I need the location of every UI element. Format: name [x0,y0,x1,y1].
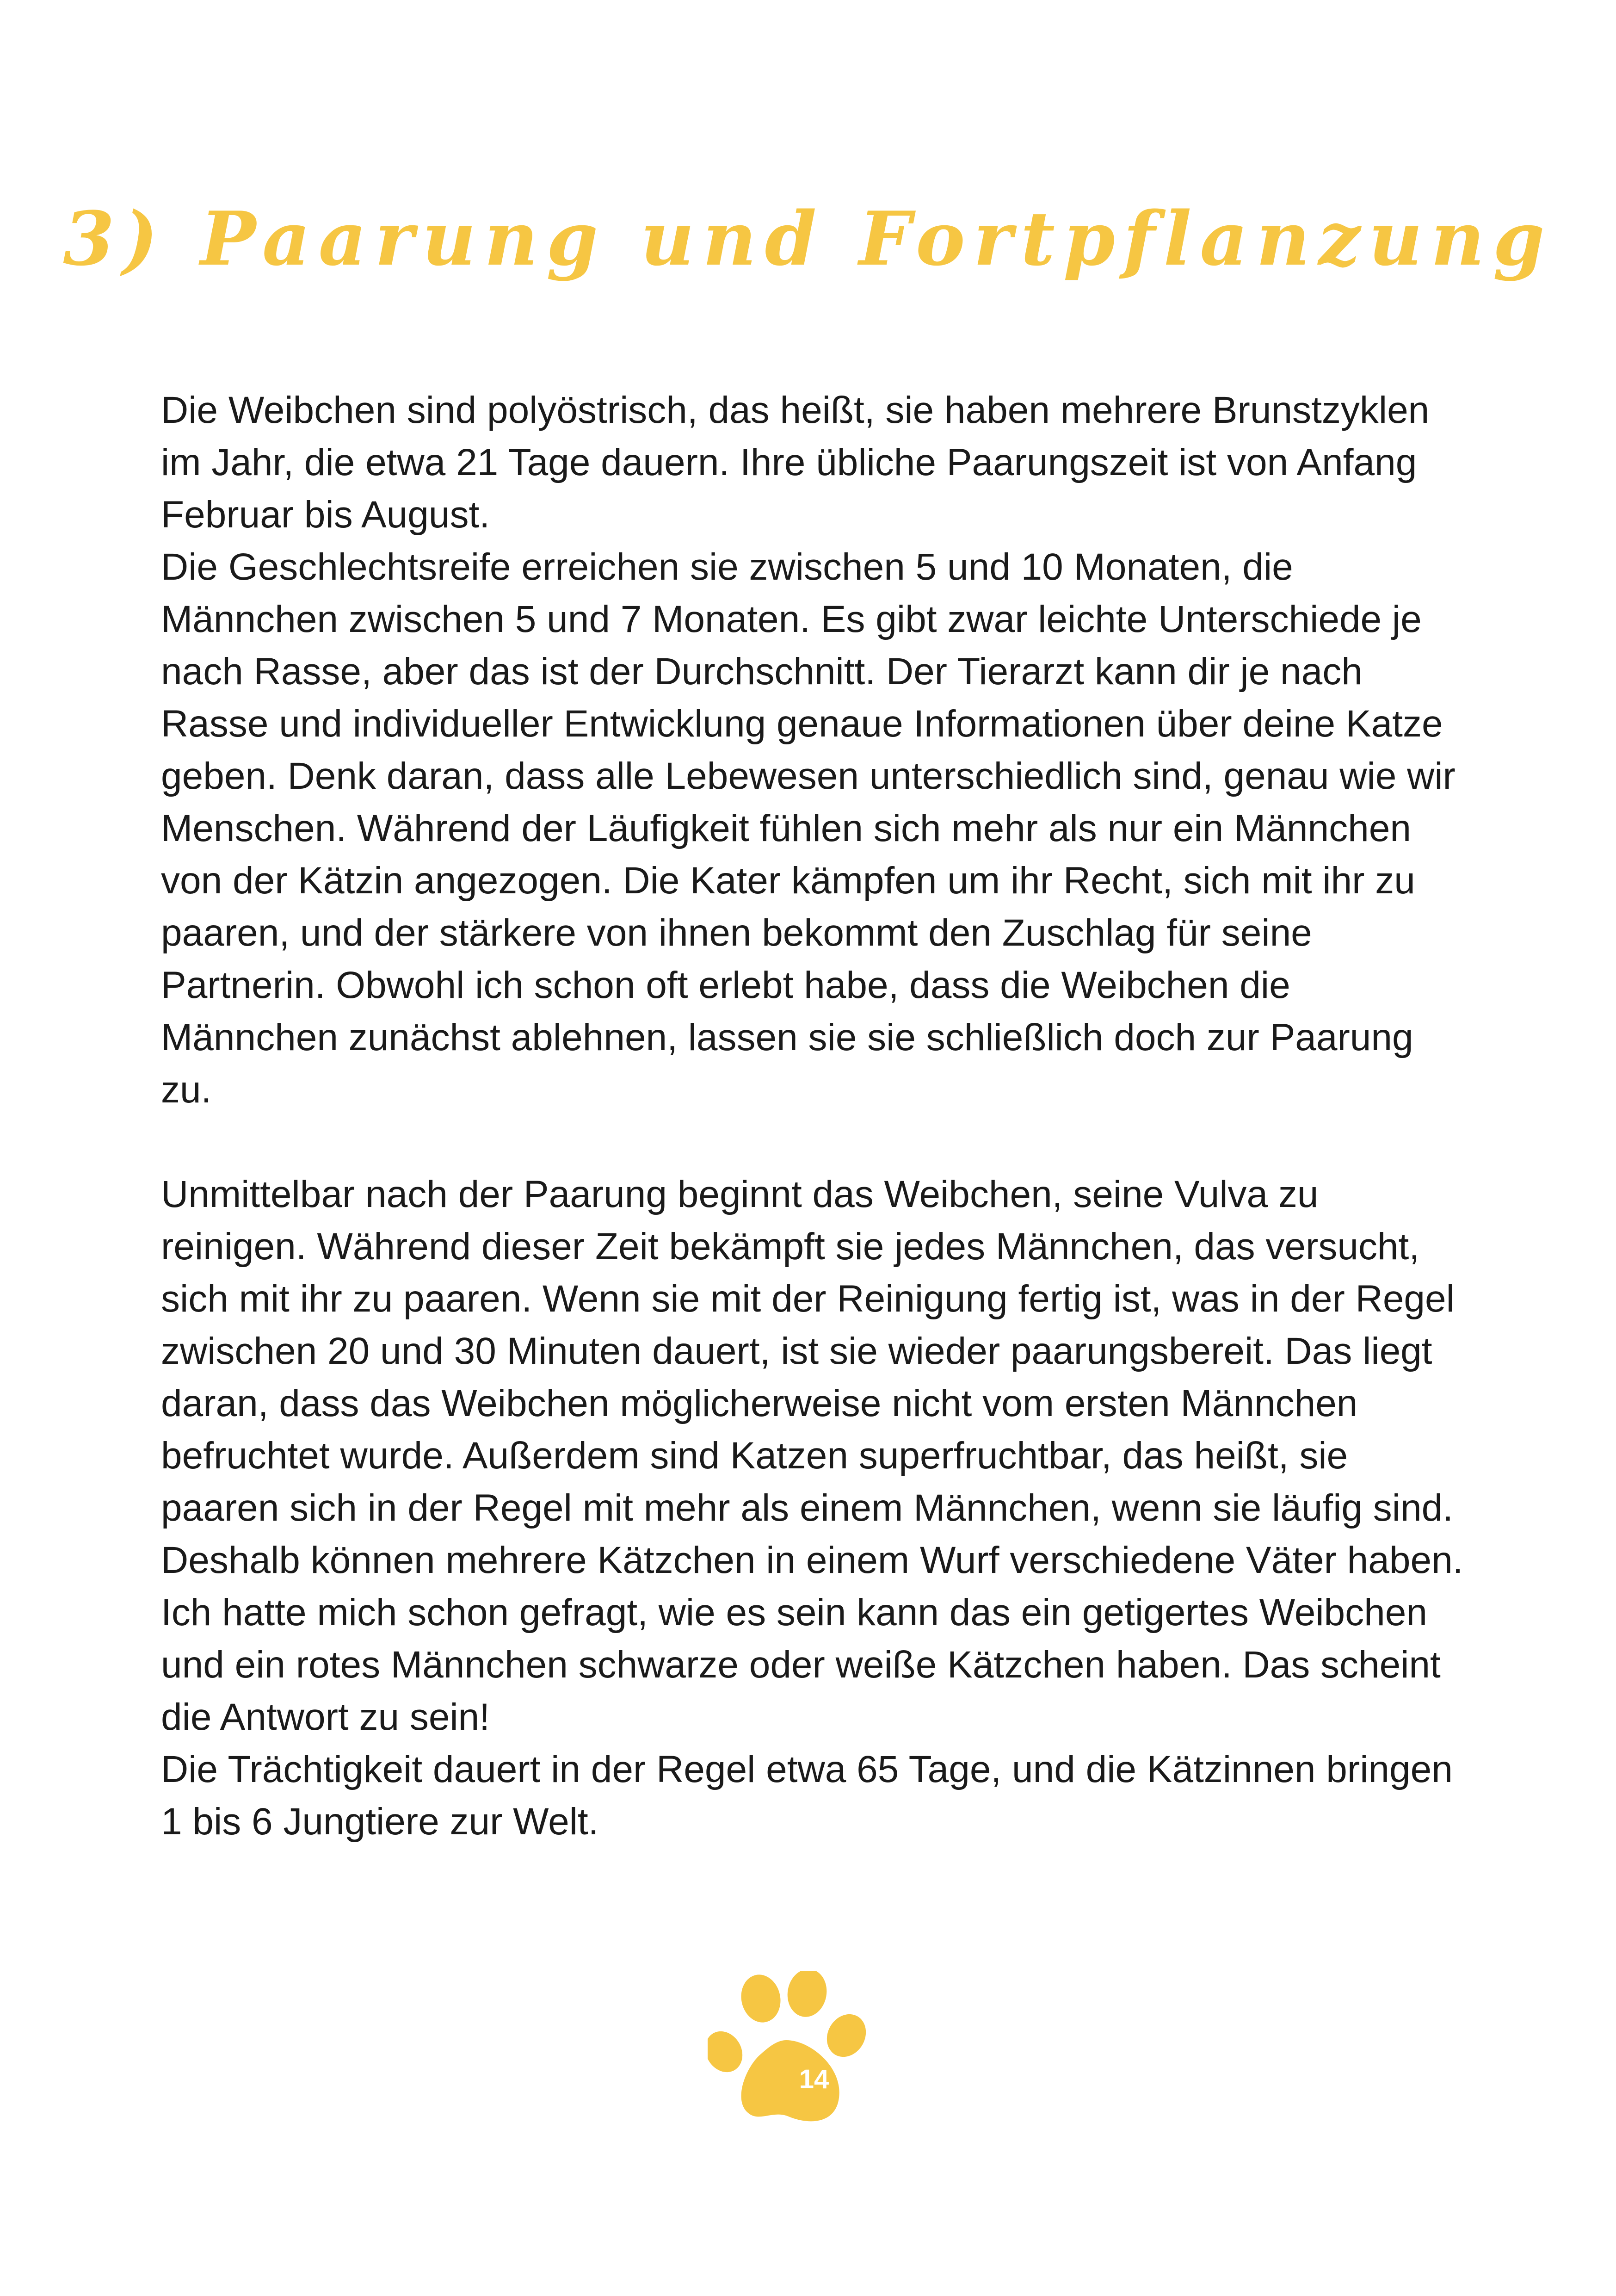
paragraph-maturity: Die Geschlechtsreife erreichen sie zwischen 5 und 10 Monaten, die Männchen zwischen 5 und 7 Monaten. Es gibt zwar leichte Unterschiede je nach Rasse, aber das ist der Durchschnitt. Der Tierarzt kann dir je nach Rasse und individueller Entwicklung genaue Informationen über deine Katze geben. Denk daran, dass alle Lebewesen unterschiedlich sind, genau wie wir Menschen. Während der Läufigkeit fühlen sich mehr als nur ein Männchen von der Kätzin angezogen. Die Kater kämpfen um ihr Recht, sich mit ihr zu paaren, und der stärkere von ihnen bekommt den Zuschlag für seine Partnerin. Obwohl ich schon oft erlebt habe, dass die Weibchen die Männchen zunächst ablehnen, lassen sie sie schließlich doch zur Paarung zu. [161,546,1456,1111]
paragraph-spacer [161,1116,1465,1168]
paragraph-oestrus: Die Weibchen sind polyöstrisch, das heißt, sie haben mehrere Brunstzyklen im Jahr, die etwa 21 Tage dauern. Ihre übliche Paarungszeit ist von Anfang Februar bis August. [161,389,1430,536]
page-number: 14 [799,2064,829,2094]
page-title: 3) Paarung und Fortpflanzung [63,195,1553,282]
paragraph-kittens-question: Ich hatte mich schon gefragt, wie es sein kann das ein getigertes Weibchen und ein rotes Männchen schwarze oder weiße Kätzchen haben. Das scheint die Antwort zu sein! [161,1591,1441,1738]
paragraph-gestation: Die Trächtigkeit dauert in der Regel etwa 65 Tage, und die Kätzinnen bringen 1 bis 6 Jungtiere zur Welt. [161,1748,1453,1843]
paragraph-after-mating: Unmittelbar nach der Paarung beginnt das Weibchen, seine Vulva zu reinigen. Während dieser Zeit bekämpft sie jedes Männchen, das versucht, sich mit ihr zu paaren. Wenn sie mit der Reinigung fertig ist, was in der Regel zwischen 20 und 30 Minuten dauert, ist sie wieder paarungsbereit. Das liegt daran, dass das Weibchen möglicherweise nicht vom ersten Männchen befruchtet wurde. Außerdem sind Katzen superfruchtbar, das heißt, sie paaren sich in der Regel mit mehr als einem Männchen, wenn sie läufig sind. Deshalb können mehrere Kätzchen in einem Wurf verschiedene Väter haben. [161,1173,1463,1581]
body-text [161,384,1465,1848]
paw-print-icon [708,1971,883,2147]
